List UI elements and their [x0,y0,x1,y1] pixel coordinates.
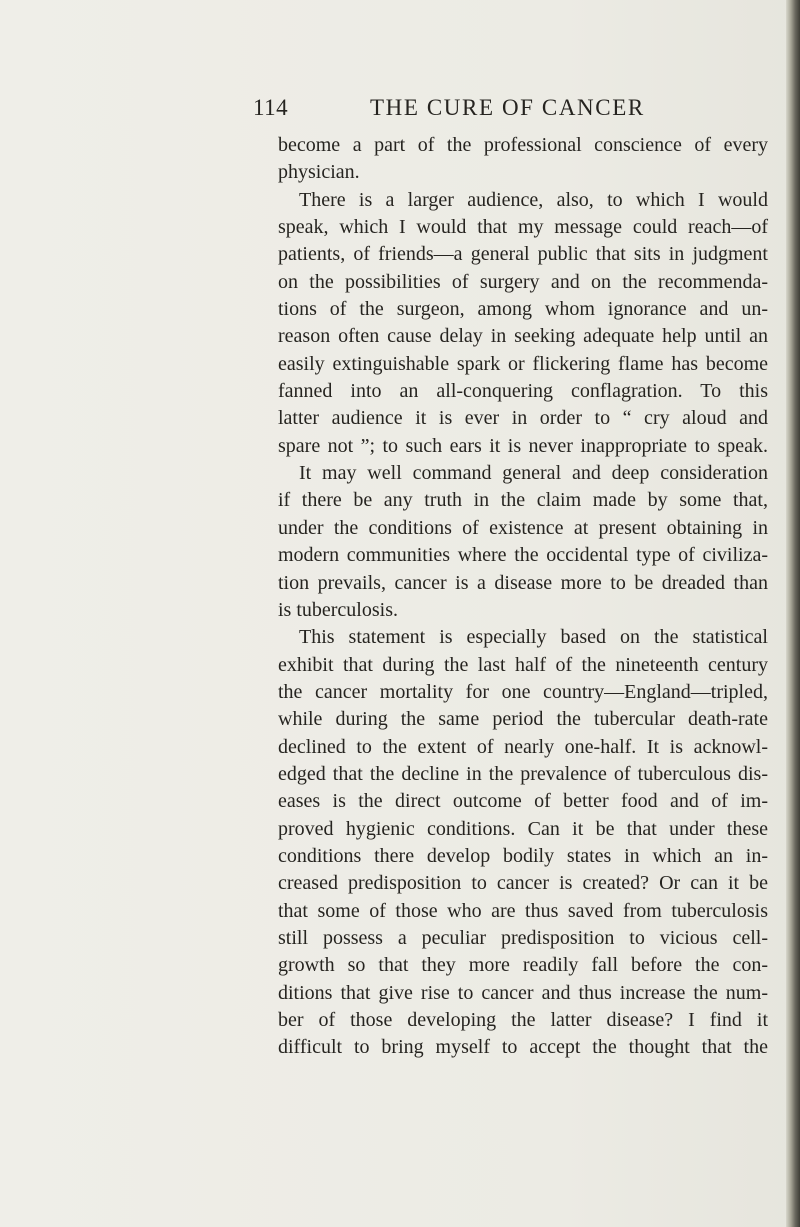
text-line: tion prevails, cancer is a disease more to be dreaded than [278,571,768,594]
text-line: easily extinguishable spark or flickering flame has become [278,352,768,375]
text-line: eases is the direct outcome of better food and of im- [278,790,768,813]
text-line: ditions that give rise to cancer and thus increase the num- [278,981,768,1004]
page-binding-edge [786,0,800,1227]
text-line: still possess a peculiar predisposition to vicious cell- [278,926,768,949]
text-line: spare not ”; to such ears it is never inappropriate to speak. [278,434,768,457]
text-line: physician. [278,161,360,184]
text-line: that some of those who are thus saved from tuberculosis [278,899,768,922]
text-line: There is a larger audience, also, to which I would [299,188,768,211]
text-line: fanned into an all-conquering conflagration. To this [278,380,768,403]
running-title: THE CURE OF CANCER [370,95,645,120]
text-line: creased predisposition to cancer is created? Or can it be [278,872,768,895]
text-line: is tuberculosis. [278,598,398,621]
text-line: exhibit that during the last half of the nineteenth century [278,653,768,676]
text-line: edged that the decline in the prevalence of tuberculous dis- [278,762,768,785]
text-line: under the conditions of existence at present obtaining in [278,516,768,539]
text-line: proved hygienic conditions. Can it be that under these [278,817,768,840]
text-line: patients, of friends—a general public that sits in judgment [278,243,768,266]
text-line: ber of those developing the latter disease? I find it [278,1009,768,1031]
text-line: reason often cause delay in seeking adequate help until an [278,325,768,348]
text-line: conditions there develop bodily states in which an in- [278,844,768,867]
text-line: speak, which I would that my message could reach—of [278,216,768,239]
text-line: tions of the surgeon, among whom ignorance and un- [278,298,768,321]
text-line: the cancer mortality for one country—England—tripled, [278,680,768,703]
text-line: if there be any truth in the claim made by some that, [278,489,768,512]
text-line: become a part of the professional conscience of every [278,134,768,156]
body-text [278,132,768,1062]
text-line: difficult to bring myself to accept the thought that the [278,1036,768,1059]
text-line: This statement is especially based on the statistical [299,626,768,649]
page-number: 114 [253,95,289,120]
text-line: on the possibilities of surgery and on the recommenda- [278,270,768,293]
text-line: latter audience it is ever in order to “ cry aloud and [278,407,768,430]
text-line: modern communities where the occidental type of civiliza- [278,544,768,567]
text-line: while during the same period the tubercular death-rate [278,708,768,731]
text-line: It may well command general and deep consideration [299,462,768,485]
text-line: declined to the extent of nearly one-half. It is acknowl- [278,735,768,758]
text-line: growth so that they more readily fall before the con- [278,954,768,977]
running-head [253,93,793,123]
